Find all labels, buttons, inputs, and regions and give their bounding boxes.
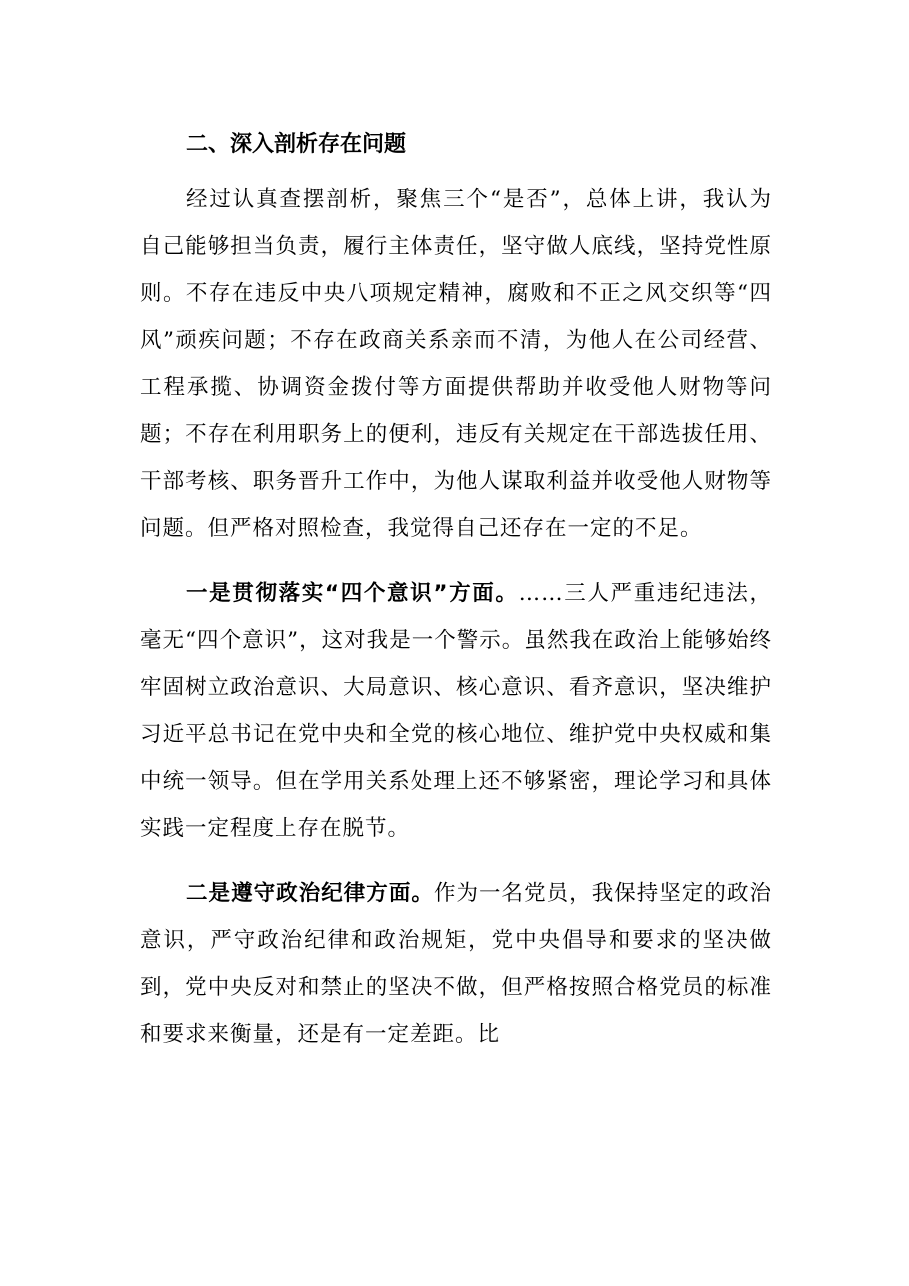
- document-body: [140, 126, 772, 1076]
- paragraph-four-consciousness: [140, 570, 772, 852]
- paragraph-lead-political-discipline: 二是遵守政治纪律方面。: [186, 881, 434, 906]
- paragraph-overview-text: 经过认真查摆剖析，聚焦三个“是否”，总体上讲，我认为自己能够担当负责，履行主体责任，坚守做人底线，坚持党性原则。不存在违反中央八项规定精神，腐败和不正之风交织等“四风”顽疾问题；不存在政商关系亲而不清，为他人在公司经营、工程承揽、协调资金拨付等方面提供帮助并收受他人财物等问题；不存在利用职务上的便利，违反有关规定在干部选拔任用、干部考核、职务晋升工作中，为他人谋取利益并收受他人财物等问题。但严格对照检查，我觉得自己还存在一定的不足。: [140, 187, 772, 541]
- paragraph-overview: [140, 176, 772, 552]
- paragraph-political-discipline: [140, 870, 772, 1058]
- paragraph-political-discipline-text: 作为一名党员，我保持坚定的政治意识，严守政治纪律和政治规矩，党中央倡导和要求的坚决做到，党中央反对和禁止的坚决不做，但严格按照合格党员的标准和要求来衡量，还是有一定差距。比: [140, 881, 772, 1047]
- paragraph-four-consciousness-text: ……三人严重违纪违法，毫无“四个意识”，这对我是一个警示。虽然我在政治上能够始终牢固树立政治意识、大局意识、核心意识、看齐意识，坚决维护习近平总书记在党中央和全党的核心地位、维护党中央权威和集中统一领导。但在学用关系处理上还不够紧密，理论学习和具体实践一定程度上存在脱节。: [140, 581, 772, 841]
- paragraph-lead-four-consciousness: 一是贯彻落实“四个意识”方面。: [186, 581, 519, 606]
- section-heading: 二、深入剖析存在问题: [186, 132, 407, 157]
